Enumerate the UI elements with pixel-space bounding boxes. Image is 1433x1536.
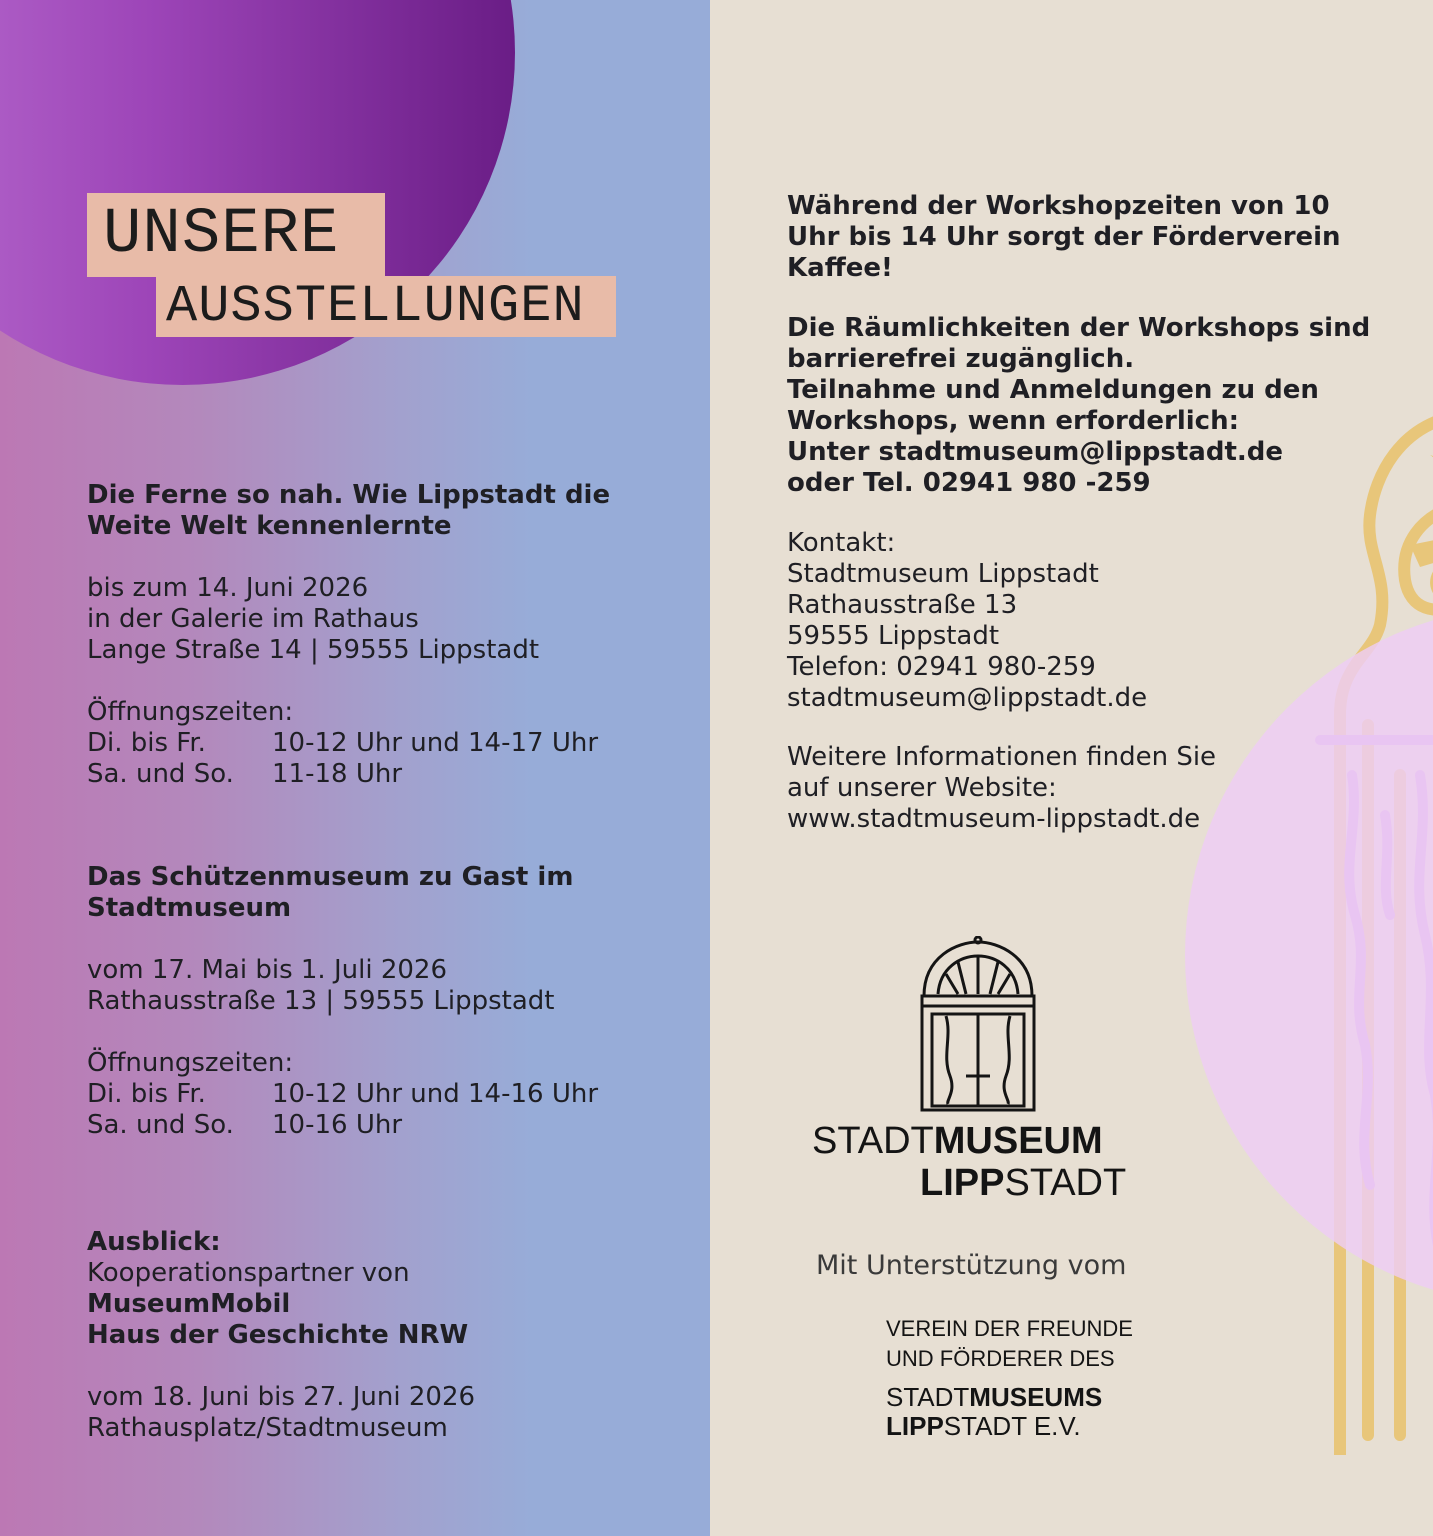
- access-line: Workshops, wenn erforderlich:: [787, 406, 1239, 436]
- decorative-circle: [1185, 605, 1433, 1305]
- coffee-line: Uhr bis 14 Uhr sorgt der Förderverein: [787, 222, 1341, 252]
- title-line-1: UNSERE: [87, 193, 385, 277]
- exhibit-1-address: Lange Straße 14 | 59555 Lippstadt: [87, 635, 540, 665]
- contact-line: 59555 Lippstadt: [787, 621, 1000, 651]
- museum-logo-line-2: LIPPSTADT: [920, 1162, 1127, 1204]
- exhibitions-panel: [0, 0, 710, 1536]
- accessibility-note: [787, 313, 1370, 499]
- contact-line: Stadtmuseum Lippstadt: [787, 559, 1099, 589]
- support-label: Mit Unterstützung vom: [816, 1250, 1127, 1281]
- contact-block: [787, 528, 1147, 714]
- website-line: auf unserer Website:: [787, 773, 1057, 803]
- website-line: Weitere Informationen finden Sie: [787, 742, 1217, 772]
- hours-time: 10-12 Uhr und 14-17 Uhr: [272, 728, 599, 758]
- website-block: [787, 742, 1216, 835]
- hours-label: Öffnungszeiten:: [87, 697, 294, 727]
- contact-line: stadtmuseum@lippstadt.de: [787, 683, 1148, 713]
- outlook-partner-label: Kooperationspartner von: [87, 1258, 410, 1288]
- title-line-2: AUSSTELLUNGEN: [156, 276, 616, 337]
- coffee-line: Kaffee!: [787, 253, 893, 283]
- outlook-heading: Ausblick:: [87, 1227, 221, 1257]
- hours-day: Di. bis Fr.: [87, 1079, 206, 1109]
- hours-day: Sa. und So.: [87, 759, 234, 789]
- hours-day: Sa. und So.: [87, 1110, 234, 1140]
- contact-line: Kontakt:: [787, 528, 896, 558]
- verein-line-4: LIPPSTADT E.V.: [886, 1411, 1081, 1441]
- verein-line-1: VEREIN DER FREUNDE: [886, 1316, 1133, 1341]
- exhibit-1-title: Weite Welt kennenlernte: [87, 511, 452, 541]
- museum-door-icon: [918, 936, 1038, 1114]
- exhibit-2-title: Das Schützenmuseum zu Gast im: [87, 862, 574, 892]
- hours-row: [87, 728, 610, 759]
- exhibit-1: [87, 480, 610, 790]
- outlook-date: vom 18. Juni bis 27. Juni 2026: [87, 1382, 476, 1412]
- exhibit-2-date: vom 17. Mai bis 1. Juli 2026: [87, 955, 447, 985]
- museum-logo-line-1: STADTMUSEUM: [812, 1120, 1103, 1162]
- access-line: Die Räumlichkeiten der Workshops sind: [787, 313, 1371, 343]
- hours-time: 11-18 Uhr: [272, 759, 403, 789]
- hours-day: Di. bis Fr.: [87, 728, 206, 758]
- access-line: Unter stadtmuseum@lippstadt.de: [787, 437, 1284, 467]
- access-line: Teilnahme und Anmeldungen zu den: [787, 375, 1319, 405]
- exhibit-1-title: Die Ferne so nah. Wie Lippstadt die: [87, 480, 611, 510]
- outlook-partner: Haus der Geschichte NRW: [87, 1320, 469, 1350]
- exhibit-2-title: Stadtmuseum: [87, 893, 292, 923]
- access-line: oder Tel. 02941 980 -259: [787, 468, 1151, 498]
- verein-line-2: UND FÖRDERER DES: [886, 1346, 1115, 1371]
- hours-label: Öffnungszeiten:: [87, 1048, 294, 1078]
- exhibit-1-date: bis zum 14. Juni 2026: [87, 573, 369, 603]
- outlook-place: Rathausplatz/Stadtmuseum: [87, 1413, 448, 1443]
- coffee-line: Während der Workshopzeiten von 10: [787, 191, 1330, 221]
- contact-line: Telefon: 02941 980-259: [787, 652, 1096, 682]
- hours-time: 10-16 Uhr: [272, 1110, 403, 1140]
- exhibit-1-location: in der Galerie im Rathaus: [87, 604, 419, 634]
- hours-row: [87, 759, 610, 790]
- hours-time: 10-12 Uhr und 14-16 Uhr: [272, 1079, 599, 1109]
- contact-line: Rathausstraße 13: [787, 590, 1018, 620]
- access-line: barrierefrei zugänglich.: [787, 344, 1135, 374]
- exhibit-2: [87, 862, 598, 1141]
- website-line: www.stadtmuseum-lippstadt.de: [787, 804, 1201, 834]
- exhibit-2-address: Rathausstraße 13 | 59555 Lippstadt: [87, 986, 555, 1016]
- verein-line-3: STADTMUSEUMS: [886, 1382, 1103, 1412]
- coffee-note: [787, 191, 1341, 284]
- hours-row: [87, 1110, 598, 1141]
- hours-row: [87, 1079, 598, 1110]
- outlook-partner: MuseumMobil: [87, 1289, 291, 1319]
- outlook: [87, 1227, 475, 1444]
